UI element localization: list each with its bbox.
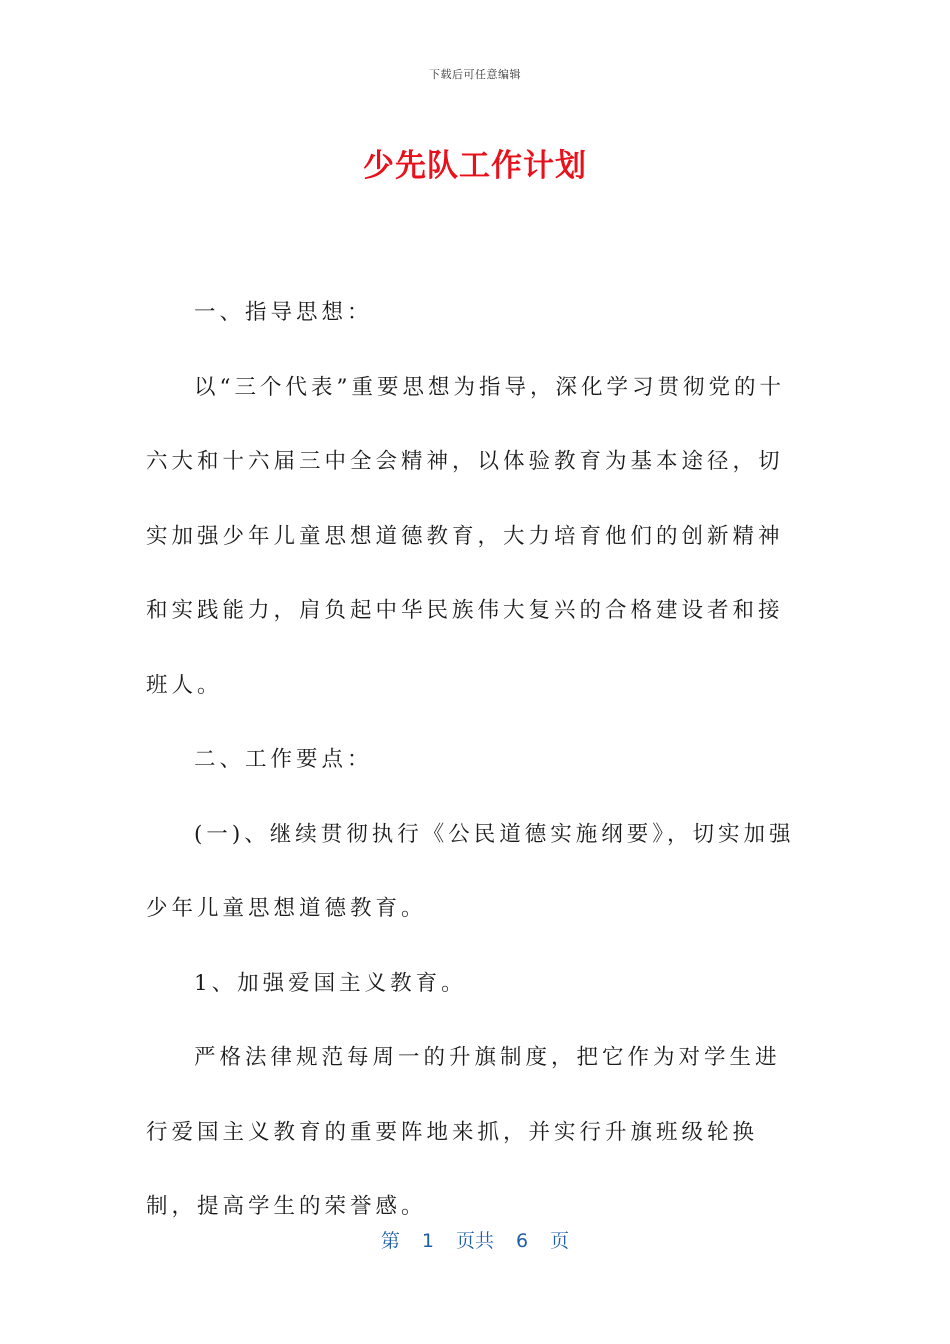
paragraph-moral-education: (一)、继续贯彻执行《公民道德实施纲要》，切实加强少年儿童思想道德教育。 — [146, 821, 795, 921]
header-note: 下载后可任意编辑 — [429, 68, 521, 81]
document-title: 少先队工作计划 — [363, 148, 587, 184]
page-total: 6 — [516, 1230, 529, 1252]
paragraph-flag-raising: 严格法律规范每周一的升旗制度，把它作为对学生进行爱国主义教育的重要阵地来抓，并实行升旗班级轮换制，提高学生的荣誉感。 — [146, 1045, 781, 1219]
page-suffix: 页 — [550, 1230, 570, 1252]
paragraph-guiding-thought: 以“三个代表”重要思想为指导，深化学习贯彻党的十六大和十六届三中全会精神，以体验教育为基本途径，切实加强少年儿童思想道德教育，大力培育他们的创新精神和实践能力，肩负起中华民族伟大复兴的合格建设者和接班人。 — [146, 374, 785, 698]
page-prefix: 第 — [380, 1230, 400, 1252]
page-footer — [0, 1226, 950, 1253]
section-heading-guiding-thought: 一、指导思想： — [194, 300, 373, 325]
page-number: 1 — [421, 1230, 434, 1252]
document-body — [146, 276, 798, 1245]
section-heading-work-points: 二、工作要点： — [194, 747, 373, 772]
item-patriotism-education: 1、加强爱国主义教育。 — [194, 970, 467, 996]
page-middle: 页共 — [455, 1230, 494, 1252]
